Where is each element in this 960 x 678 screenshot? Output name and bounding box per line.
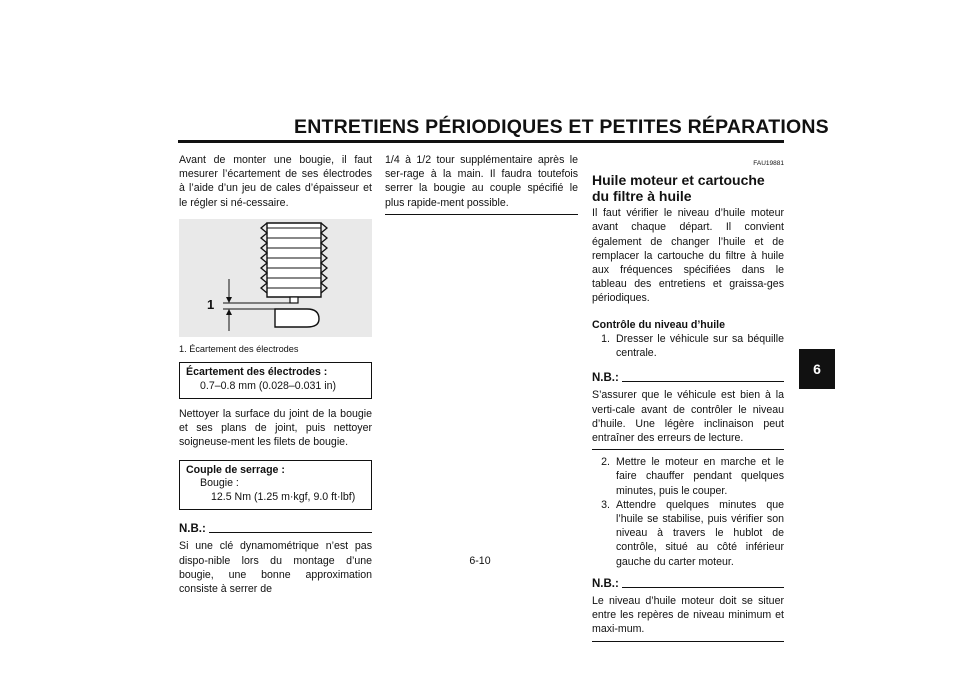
nb-end-rule: [592, 641, 784, 642]
column-3: [592, 153, 784, 642]
nb-text: Le niveau d’huile moteur doit se situer entre les repères de niveau minimum et maxi-mum.: [592, 595, 784, 636]
gap-spec-value: 0.7–0.8 mm (0.028–0.031 in): [200, 379, 337, 392]
list-item: 3. Attendre quelques minutes que l’huile se stabilise, puis vérifier son niveau à travers le hublot de contrôle, situé au côté inférieur gauche du carter moteur.: [601, 498, 784, 568]
torque-spec-item: Bougie :: [200, 477, 239, 490]
section-code: FAU19881: [753, 160, 784, 167]
spark-plug-intro: Avant de monter une bougie, il faut mesurer l’écartement de ses électrodes à l’aide d’un jeu de cales d’épaisseur et le régler si né-cessaire.: [179, 154, 372, 209]
oil-intro: Il faut vérifier le niveau d’huile moteur avant chaque départ. Il convient également de changer l’huile et de remplacer la cartouche du filtre à huile aux fréquences spécifiées dans le tableau des entretiens et graissa-ges périodiques.: [592, 207, 784, 305]
page-header-title: ENTRETIENS PÉRIODIQUES ET PETITES RÉPARATIONS: [294, 116, 829, 138]
spark-plug-gap-illustration: [179, 219, 372, 337]
nb-end-rule: [592, 449, 784, 450]
nb-end-rule: [385, 214, 578, 215]
nb-text: S’assurer que le véhicule est bien à la verti-cale avant de contrôler le niveau d’huile. Une légère inclinaison peut entraîner des erreurs de lecture.: [592, 389, 784, 445]
nb-continued-text: 1/4 à 1/2 tour supplémentaire après le ser-rage à la main. Il faudra toutefois serrer la bougie au couple spécifié le plus rapide-ment possible.: [385, 154, 578, 209]
nb-note-3: [592, 577, 784, 642]
steps-list-a: [592, 332, 784, 360]
chapter-tab[interactable]: 6: [799, 349, 835, 389]
oil-check-subhead: Contrôle du niveau d’huile: [592, 318, 726, 331]
clean-instructions: Nettoyer la surface du joint de la bougie et ses plans de joint, puis nettoyer soigneuse-ment les filets de bougie.: [179, 408, 372, 449]
column-1: [179, 153, 372, 596]
list-item: 2. Mettre le moteur en marche et le faire chauffer pendant quelques minutes, puis le couper.: [601, 456, 784, 497]
list-item: 1. Dresser le véhicule sur sa béquille centrale.: [601, 332, 784, 360]
nb-note-1: [179, 522, 372, 596]
torque-spec-label: Couple de serrage :: [186, 463, 285, 476]
nb-label: N.B.:: [592, 577, 619, 590]
steps-list-b: [592, 455, 784, 569]
figure-callout: 1: [207, 296, 215, 312]
nb-label: N.B.:: [179, 523, 206, 536]
nb-note-2: [592, 371, 784, 450]
figure-caption: 1. Écartement des électrodes: [179, 343, 299, 354]
header-rule: [178, 140, 784, 143]
page-number: 6-10: [469, 555, 491, 567]
torque-spec-box: [179, 460, 372, 511]
gap-spec-label: Écartement des électrodes :: [186, 366, 328, 379]
gap-spec-box: [179, 362, 372, 399]
column-2: [385, 153, 578, 215]
nb-label: N.B.:: [592, 372, 619, 385]
spark-plug-figure: [179, 219, 372, 337]
section-title: Huile moteur et cartouche du filtre à huile: [592, 172, 765, 205]
nb-text: Si une clé dynamométrique n’est pas dispo-nible lors du montage d’une bougie, une bonne approximation consiste à serrer de: [179, 540, 372, 595]
torque-spec-value: 12.5 Nm (1.25 m·kgf, 9.0 ft·lbf): [211, 490, 356, 503]
